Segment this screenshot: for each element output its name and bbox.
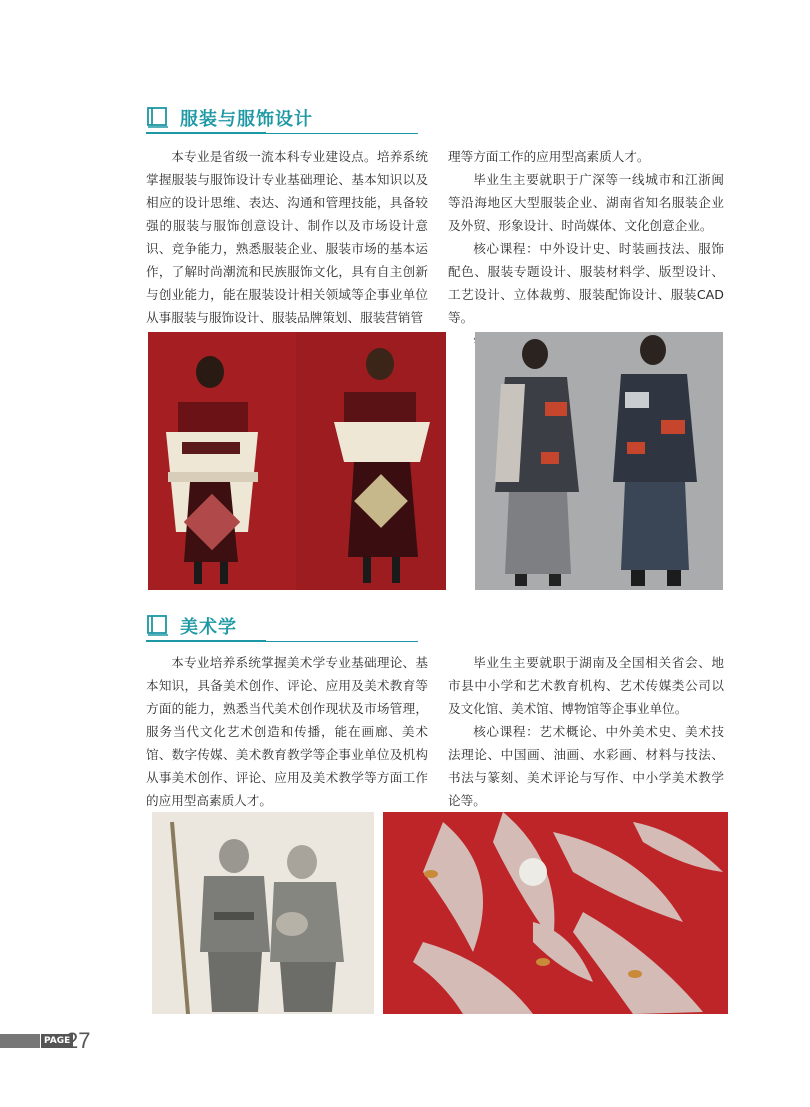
fashion-photo-gray-menswear	[475, 332, 723, 590]
paragraph: 核心课程：中外设计史、时装画技法、服饰配色、服装专题设计、服装材料学、版型设计、工艺设计、立体裁剪、服装配饰设计、服装CAD等。	[448, 241, 724, 325]
fashion-intro-text	[146, 145, 428, 329]
book-icon	[146, 106, 170, 128]
fine-arts-red-painting	[383, 812, 728, 1014]
paragraph: 毕业生主要就职于广深等一线城市和江浙闽等沿海地区大型服装企业、湖南省知名服装企业及外贸、形象设计、时尚媒体、文化创意企业。	[448, 172, 724, 233]
page-footer	[0, 1028, 91, 1053]
section-header-fashion	[146, 104, 418, 134]
section-header-fine-arts	[146, 612, 418, 642]
paragraph: 本专业培养系统掌握美术学专业基础理论、基本知识，具备美术创作、评论、应用及美术教育等方面的能力，熟悉当代美术创作现状及市场管理，服务当代文化艺术创造和传播，能在画廊、美术馆、数字传媒、美术教育教学等企事业单位及机构从事美术创作、评论、应用及美术教学等方面工作的应用型高素质人才。	[146, 655, 428, 808]
soldiers-sketch-image	[152, 812, 374, 1014]
paragraph: 理等方面工作的应用型高素质人才。	[448, 149, 650, 164]
fashion-photo-red-costumes	[148, 332, 446, 590]
paragraph: 核心课程：艺术概论、中外美术史、美术技法理论、中国画、油画、水彩画、材料与技法、书法与篆刻、美术评论与写作、中小学美术教学论等。	[448, 724, 724, 808]
fine-arts-intro-text	[146, 651, 428, 812]
page-label: PAGE	[41, 1034, 73, 1048]
page-number: 27	[66, 1028, 91, 1053]
menswear-figures-image	[475, 332, 723, 590]
paragraph: 毕业生主要就职于湖南及全国相关省会、地市县中小学和艺术教育机构、艺术传媒类公司以及文化馆、美术馆、博物馆等企事业单位。	[448, 655, 724, 716]
header-rule-accent	[146, 640, 266, 642]
section-title: 美术学	[180, 617, 237, 638]
birds-foliage-image	[383, 812, 728, 1014]
costume-figures-image	[148, 332, 446, 590]
paragraph: 本专业是省级一流本科专业建设点。培养系统掌握服装与服饰设计专业基础理论、基本知识以及相应的设计思维、表达、沟通和管理技能，具备较强的服装与服饰创意设计、制作以及市场设计意识、竞争能力，熟悉服装企业、服装市场的基本运作，了解时尚潮流和民族服饰文化，具有自主创新与创业能力，能在服装设计相关领域等企事业单位从事服装与服饰设计、服装品牌策划、服装营销管	[146, 149, 428, 325]
header-rule-accent	[146, 132, 266, 134]
footer-bar	[0, 1034, 40, 1048]
fine-arts-details-text	[448, 651, 724, 835]
section-title: 服装与服饰设计	[180, 109, 313, 130]
fashion-details-text	[448, 145, 724, 352]
fine-arts-sketch-painting	[152, 812, 374, 1014]
book-icon	[146, 614, 170, 636]
